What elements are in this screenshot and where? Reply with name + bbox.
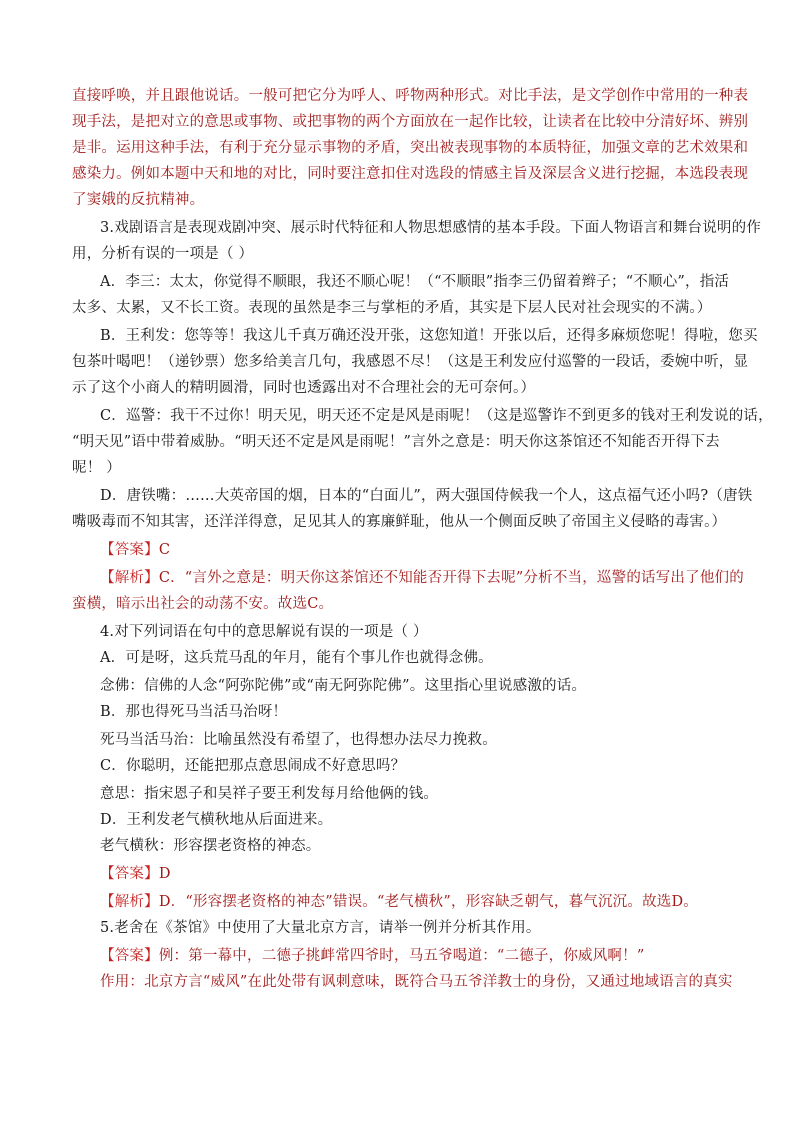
answer-tag: 【解析】 bbox=[100, 570, 159, 586]
line-text: 用，分析有误的一项是（ ） bbox=[72, 246, 254, 262]
line-text: C．“言外之意是：明天你这茶馆还不知能否开得下去呢”分析不当，巡警的话写出了他们的 bbox=[158, 570, 744, 586]
text-line bbox=[72, 568, 752, 588]
text-line bbox=[72, 138, 749, 158]
line-text: C bbox=[158, 542, 171, 558]
text-line bbox=[72, 244, 724, 264]
line-text: 4.对下列词语在句中的意思解说有误的一项是（ ） bbox=[100, 624, 428, 640]
text-line bbox=[72, 836, 752, 856]
text-line bbox=[72, 458, 724, 478]
answer-tag: 【答案】 bbox=[100, 542, 159, 558]
answer-tag: 【解析】 bbox=[100, 894, 159, 910]
line-text: 是非。运用这种手法，有利于充分显示事物的矛盾，突出被表现事物的本质特征，加强文章的艺术效果和 bbox=[72, 140, 749, 156]
line-text: 示了这个小商人的精明圆滑，同时也透露出对不合理社会的无可奈何。） bbox=[72, 380, 536, 396]
line-text: 直接呼唤，并且跟他说话。一般可把它分为呼人、呼物两种形式。对比手法，是文学创作中常用的一种表 bbox=[72, 88, 749, 104]
line-text: B．王利发：您等等！我这儿千真万确还没开张，这您知道！开张以后，还得多麻烦您呢！得啦，您买 bbox=[100, 328, 758, 344]
line-text: 呢！ ） bbox=[72, 460, 121, 476]
text-line bbox=[72, 352, 749, 372]
text-line bbox=[72, 218, 762, 238]
line-text: 5.老舍在《茶馆》中使用了大量北京方言，请举一例并分析其作用。 bbox=[100, 920, 541, 936]
text-line bbox=[72, 272, 752, 292]
text-line bbox=[72, 702, 752, 722]
line-text: 蛮横，暗示出社会的动荡不安。故选C。 bbox=[72, 596, 334, 612]
text-line bbox=[72, 756, 752, 776]
line-text: 现手法，是把对立的意思或事物、或把事物的两个方面放在一起作比较，让读者在比较中分清好坏、辨别 bbox=[72, 114, 749, 130]
line-text: B．那也得死马当活马治呀！ bbox=[100, 704, 288, 720]
text-line bbox=[72, 86, 749, 106]
text-line bbox=[72, 594, 724, 614]
text-line bbox=[72, 112, 749, 132]
text-line bbox=[72, 972, 752, 992]
line-text: 念佛：信佛的人念“阿弥陀佛”或“南无阿弥陀佛”。这里指心里说感激的话。 bbox=[100, 678, 587, 694]
text-line bbox=[72, 298, 724, 318]
text-line bbox=[72, 190, 724, 210]
line-text: 3.戏剧语言是表现戏剧冲突、展示时代特征和人物思想感情的基本手段。下面人物语言和舞台说明的作 bbox=[100, 220, 762, 236]
line-text: C．巡警：我干不过你！明天见，明天还不定是风是雨呢！（这是巡警诈不到更多的钱对王利发说的话， bbox=[100, 408, 773, 424]
line-text: 感染力。例如本题中天和地的对比，同时要注意扣住对选段的情感主旨及深层含义进行挖掘，本选段表现 bbox=[72, 166, 749, 182]
text-line bbox=[72, 946, 752, 966]
text-line bbox=[72, 892, 752, 912]
line-text: A．李三：太太，你觉得不顺眼，我还不顺心呢！（“不顺眼”指李三仍留着辫子；“不顺心”，指活 bbox=[100, 274, 730, 290]
text-line bbox=[72, 512, 727, 532]
line-text: C．你聪明，还能把那点意思闹成不好意思吗？ bbox=[100, 758, 406, 774]
line-text: D bbox=[158, 866, 171, 882]
line-text: 老气横秋：形容摆老资格的神态。 bbox=[100, 838, 321, 854]
line-text: 太多、太累，又不长工资。表现的虽然是李三与掌柜的矛盾，其实是下层人民对社会现实的不满。） bbox=[72, 300, 712, 316]
line-text: 意思：指宋恩子和吴祥子要王利发每月给他俩的钱。 bbox=[100, 786, 439, 802]
text-line bbox=[72, 540, 752, 560]
line-text: D．“形容摆老资格的神态”错误。“老气横秋”，形容缺乏朝气，暮气沉沉。故选D。 bbox=[158, 894, 699, 910]
line-text: 了窦娥的反抗精神。 bbox=[72, 192, 205, 208]
text-line bbox=[72, 486, 752, 506]
line-text: D．唐铁嘴：……大英帝国的烟，日本的“白面儿”，两大强国侍候我一个人，这点福气还小吗?（唐铁 bbox=[100, 488, 753, 504]
text-line bbox=[72, 864, 752, 884]
text-line bbox=[72, 432, 724, 452]
line-text: A．可是呀，这兵荒马乱的年月，能有个事儿作也就得念佛。 bbox=[100, 650, 493, 666]
line-text: D．王利发老气横秋地从后面进来。 bbox=[100, 812, 333, 828]
text-line bbox=[72, 648, 752, 668]
line-text: 包茶叶喝吧！（递钞票）您多给美言几句，我感恩不尽！（这是王利发应付巡警的一段话，委婉中听，显 bbox=[72, 354, 749, 370]
line-text: 死马当活马治：比喻虽然没有希望了，也得想办法尽力挽救。 bbox=[100, 732, 497, 748]
answer-tag: 【答案】 bbox=[100, 948, 159, 964]
text-line bbox=[72, 784, 752, 804]
text-line bbox=[72, 622, 752, 642]
line-text: 例：第一幕中，二德子挑衅常四爷时，马五爷喝道：“二德子，你威风啊！” bbox=[158, 948, 645, 964]
line-text: 作用：北京方言“威风”在此处带有讽刺意味，既符合马五爷洋教士的身份，又通过地域语言的真实 bbox=[100, 974, 733, 990]
answer-tag: 【答案】 bbox=[100, 866, 159, 882]
line-text: “明天见”语中带着威胁。“明天还不定是风是雨呢！”言外之意是：明天你这茶馆还不知能否开得下去 bbox=[72, 434, 720, 450]
text-line bbox=[72, 378, 724, 398]
line-text: 嘴吸毒而不知其害，还洋洋得意，足见其人的寡廉鲜耻，他从一个侧面反映了帝国主义侵略的毒害。） bbox=[72, 514, 727, 530]
text-line bbox=[72, 810, 752, 830]
text-line bbox=[72, 730, 752, 750]
text-line bbox=[72, 164, 749, 184]
text-line bbox=[72, 676, 752, 696]
text-line bbox=[72, 406, 773, 426]
text-line bbox=[72, 918, 752, 938]
text-line bbox=[72, 326, 758, 346]
